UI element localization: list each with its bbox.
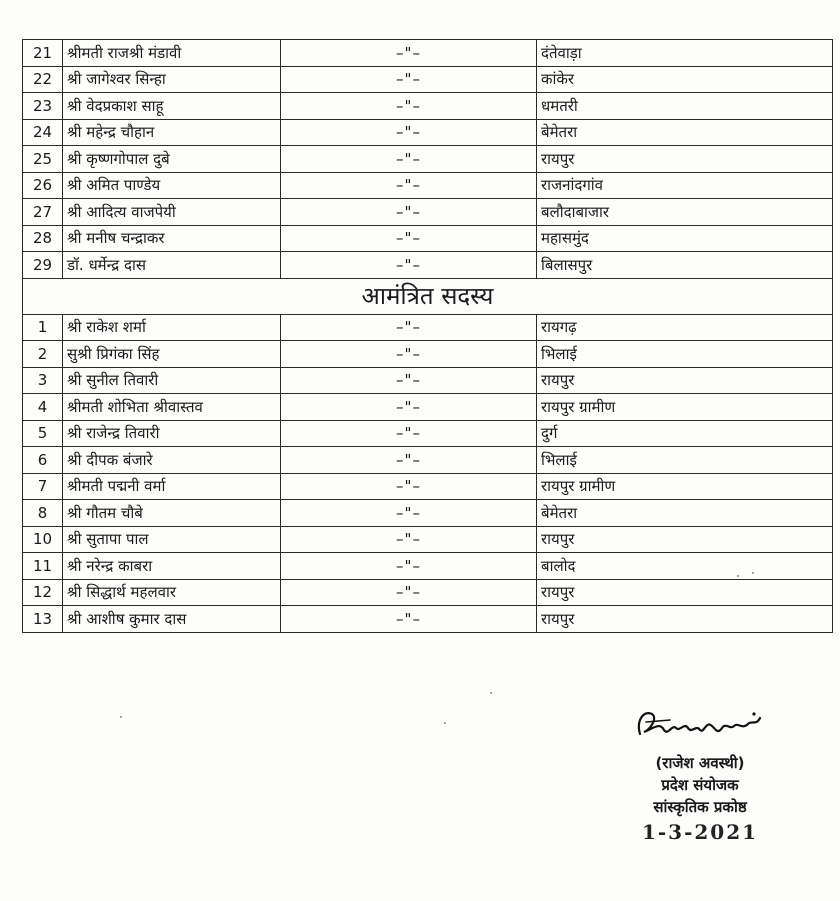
signatory-department: सांस्कृतिक प्रकोष्ठ bbox=[653, 798, 747, 816]
ditto-mark-cell: –"– bbox=[281, 40, 537, 67]
table-row bbox=[23, 500, 833, 527]
table-row bbox=[23, 199, 833, 226]
scan-speck bbox=[444, 722, 446, 724]
member-name-cell: श्री आदित्य वाजपेयी bbox=[63, 199, 281, 226]
place-cell: दुर्ग bbox=[537, 420, 833, 447]
ditto-mark-cell: –"– bbox=[281, 66, 537, 93]
member-name-cell: श्री दीपक बंजारे bbox=[63, 447, 281, 474]
ditto-mark-cell: –"– bbox=[281, 500, 537, 527]
member-name-cell: सुश्री प्रिगंका सिंह bbox=[63, 341, 281, 368]
serial-number-cell: 10 bbox=[23, 526, 63, 553]
ditto-mark-cell: –"– bbox=[281, 447, 537, 474]
member-name-cell: श्री नरेन्द्र काबरा bbox=[63, 553, 281, 580]
place-cell: बेमेतरा bbox=[537, 119, 833, 146]
serial-number-cell: 13 bbox=[23, 606, 63, 633]
ditto-mark-cell: –"– bbox=[281, 225, 537, 252]
scan-speck bbox=[490, 692, 492, 694]
table-row bbox=[23, 314, 833, 341]
serial-number-cell: 27 bbox=[23, 199, 63, 226]
place-cell: रायपुर bbox=[537, 579, 833, 606]
table-row bbox=[23, 579, 833, 606]
signatory-designation: प्रदेश संयोजक bbox=[661, 776, 739, 794]
member-name-cell: श्रीमती राजश्री मंडावी bbox=[63, 40, 281, 67]
place-cell: महासमुंद bbox=[537, 225, 833, 252]
place-cell: बेमेतरा bbox=[537, 500, 833, 527]
serial-number-cell: 28 bbox=[23, 225, 63, 252]
ditto-mark-cell: –"– bbox=[281, 553, 537, 580]
table-row bbox=[23, 225, 833, 252]
table-row bbox=[23, 40, 833, 67]
place-cell: रायपुर bbox=[537, 526, 833, 553]
place-cell: भिलाई bbox=[537, 341, 833, 368]
ditto-mark-cell: –"– bbox=[281, 367, 537, 394]
place-cell: बिलासपुर bbox=[537, 252, 833, 279]
serial-number-cell: 23 bbox=[23, 93, 63, 120]
place-cell: रायपुर bbox=[537, 146, 833, 173]
serial-number-cell: 3 bbox=[23, 367, 63, 394]
place-cell: भिलाई bbox=[537, 447, 833, 474]
serial-number-cell: 11 bbox=[23, 553, 63, 580]
invited-members-list bbox=[23, 314, 833, 632]
member-name-cell: श्रीमती पद्मनी वर्मा bbox=[63, 473, 281, 500]
member-name-cell: श्री जागेश्वर सिन्हा bbox=[63, 66, 281, 93]
scan-speck bbox=[737, 575, 739, 577]
scan-speck bbox=[120, 716, 122, 718]
place-cell: रायपुर ग्रामीण bbox=[537, 473, 833, 500]
member-name-cell: श्री मनीष चन्द्राकर bbox=[63, 225, 281, 252]
members-list bbox=[23, 40, 833, 279]
member-name-cell: श्री सुनील तिवारी bbox=[63, 367, 281, 394]
ditto-mark-cell: –"– bbox=[281, 314, 537, 341]
table-row bbox=[23, 526, 833, 553]
ditto-mark-cell: –"– bbox=[281, 146, 537, 173]
serial-number-cell: 5 bbox=[23, 420, 63, 447]
ditto-mark-cell: –"– bbox=[281, 199, 537, 226]
member-name-cell: श्री राजेन्द्र तिवारी bbox=[63, 420, 281, 447]
member-name-cell: श्री राकेश शर्मा bbox=[63, 314, 281, 341]
table-row bbox=[23, 447, 833, 474]
serial-number-cell: 24 bbox=[23, 119, 63, 146]
ditto-mark-cell: –"– bbox=[281, 119, 537, 146]
table-row bbox=[23, 394, 833, 421]
section-heading-group bbox=[23, 278, 833, 314]
serial-number-cell: 4 bbox=[23, 394, 63, 421]
serial-number-cell: 29 bbox=[23, 252, 63, 279]
place-cell: रायपुर bbox=[537, 606, 833, 633]
place-cell: रायगढ़ bbox=[537, 314, 833, 341]
place-cell: रायपुर bbox=[537, 367, 833, 394]
member-name-cell: श्री कृष्णगोपाल दुबे bbox=[63, 146, 281, 173]
ditto-mark-cell: –"– bbox=[281, 606, 537, 633]
signatory-name: (राजेश अवस्थी) bbox=[655, 754, 745, 772]
table-row bbox=[23, 341, 833, 368]
ditto-mark-cell: –"– bbox=[281, 252, 537, 279]
signature-block bbox=[600, 700, 800, 844]
table-row bbox=[23, 93, 833, 120]
section-heading-row bbox=[23, 278, 833, 314]
ditto-mark-cell: –"– bbox=[281, 579, 537, 606]
ditto-mark-cell: –"– bbox=[281, 420, 537, 447]
place-cell: कांकेर bbox=[537, 66, 833, 93]
member-name-cell: श्री आशीष कुमार दास bbox=[63, 606, 281, 633]
table-row bbox=[23, 606, 833, 633]
place-cell: दंतेवाड़ा bbox=[537, 40, 833, 67]
member-name-cell: श्री महेन्द्र चौहान bbox=[63, 119, 281, 146]
table-row bbox=[23, 119, 833, 146]
member-name-cell: डॉ. धर्मेन्द्र दास bbox=[63, 252, 281, 279]
table-row bbox=[23, 473, 833, 500]
ditto-mark-cell: –"– bbox=[281, 394, 537, 421]
serial-number-cell: 12 bbox=[23, 579, 63, 606]
place-cell: बलौदाबाजार bbox=[537, 199, 833, 226]
serial-number-cell: 1 bbox=[23, 314, 63, 341]
table-row bbox=[23, 252, 833, 279]
ditto-mark-cell: –"– bbox=[281, 172, 537, 199]
table-row bbox=[23, 66, 833, 93]
serial-number-cell: 2 bbox=[23, 341, 63, 368]
table-row bbox=[23, 146, 833, 173]
scan-speck bbox=[752, 572, 754, 574]
section-heading: आमंत्रित सदस्य bbox=[23, 278, 833, 314]
serial-number-cell: 21 bbox=[23, 40, 63, 67]
member-name-cell: श्री अमित पाण्डेय bbox=[63, 172, 281, 199]
ditto-mark-cell: –"– bbox=[281, 93, 537, 120]
member-name-cell: श्रीमती शोभिता श्रीवास्तव bbox=[63, 394, 281, 421]
ditto-mark-cell: –"– bbox=[281, 526, 537, 553]
member-name-cell: श्री वेदप्रकाश साहू bbox=[63, 93, 281, 120]
table-row bbox=[23, 367, 833, 394]
place-cell: रायपुर ग्रामीण bbox=[537, 394, 833, 421]
place-cell: राजनांदगांव bbox=[537, 172, 833, 199]
serial-number-cell: 26 bbox=[23, 172, 63, 199]
place-cell: बालोद bbox=[537, 553, 833, 580]
serial-number-cell: 8 bbox=[23, 500, 63, 527]
ditto-mark-cell: –"– bbox=[281, 473, 537, 500]
serial-number-cell: 7 bbox=[23, 473, 63, 500]
member-name-cell: श्री गौतम चौबे bbox=[63, 500, 281, 527]
table-row bbox=[23, 420, 833, 447]
signature-date: 1-3-2021 bbox=[641, 820, 759, 844]
table-row bbox=[23, 553, 833, 580]
member-name-cell: श्री सुतापा पाल bbox=[63, 526, 281, 553]
ditto-mark-cell: –"– bbox=[281, 341, 537, 368]
signature-image bbox=[630, 700, 770, 750]
place-cell: धमतरी bbox=[537, 93, 833, 120]
table-row bbox=[23, 172, 833, 199]
serial-number-cell: 6 bbox=[23, 447, 63, 474]
serial-number-cell: 25 bbox=[23, 146, 63, 173]
serial-number-cell: 22 bbox=[23, 66, 63, 93]
member-name-cell: श्री सिद्धार्थ महलवार bbox=[63, 579, 281, 606]
members-table bbox=[22, 39, 833, 633]
